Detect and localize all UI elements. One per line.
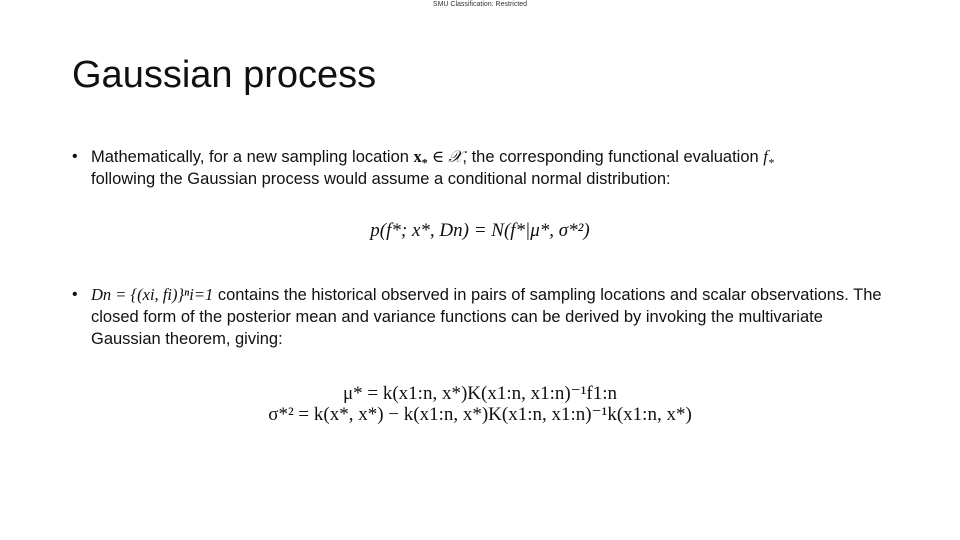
bullet-1-middle: , the corresponding functional evaluation: [462, 148, 764, 166]
bullet-2-text: [91, 284, 892, 350]
equation-posterior-mean: μ* = k(x1:n, x*)K(x1:n, x1:n)⁻¹f1:n: [342, 383, 618, 404]
classification-label: SMU Classification: Restricted: [432, 1, 528, 8]
bullet-1-text: [91, 146, 892, 190]
bullet-dot: •: [72, 286, 78, 303]
equation-conditional-distribution: p(f*; x*, Dn) = N(f*|μ*, σ*²): [370, 220, 590, 241]
bullet-1: [72, 146, 892, 190]
bullet-2: [72, 284, 892, 350]
math-x-star: $x_*$: [413, 147, 428, 170]
math-f-star: $f_*$: [763, 147, 774, 170]
bullet-1-line2: following the Gaussian process would assume a conditional normal distribution:: [91, 170, 671, 188]
bullet-1-prefix: Mathematically, for a new sampling location: [91, 148, 414, 166]
math-in-set: ∈ 𝒳: [427, 147, 463, 166]
equation-posterior-variance: σ*² = k(x*, x*) − k(x1:n, x*)K(x1:n, x1:n)⁻¹k(x1:n, x*): [268, 404, 692, 425]
slide-title: Gaussian process: [72, 54, 377, 96]
bullet-2-body: contains the historical observed in pairs of sampling locations and scalar observations. The closed form of the posterior mean and variance functions can be derived by invoking the multivariate Gaussian theorem, giving:: [91, 286, 882, 348]
bullet-dot: •: [72, 148, 78, 165]
math-dn-definition: Dn = {(xi, fi)}ⁿi=1: [91, 285, 214, 304]
